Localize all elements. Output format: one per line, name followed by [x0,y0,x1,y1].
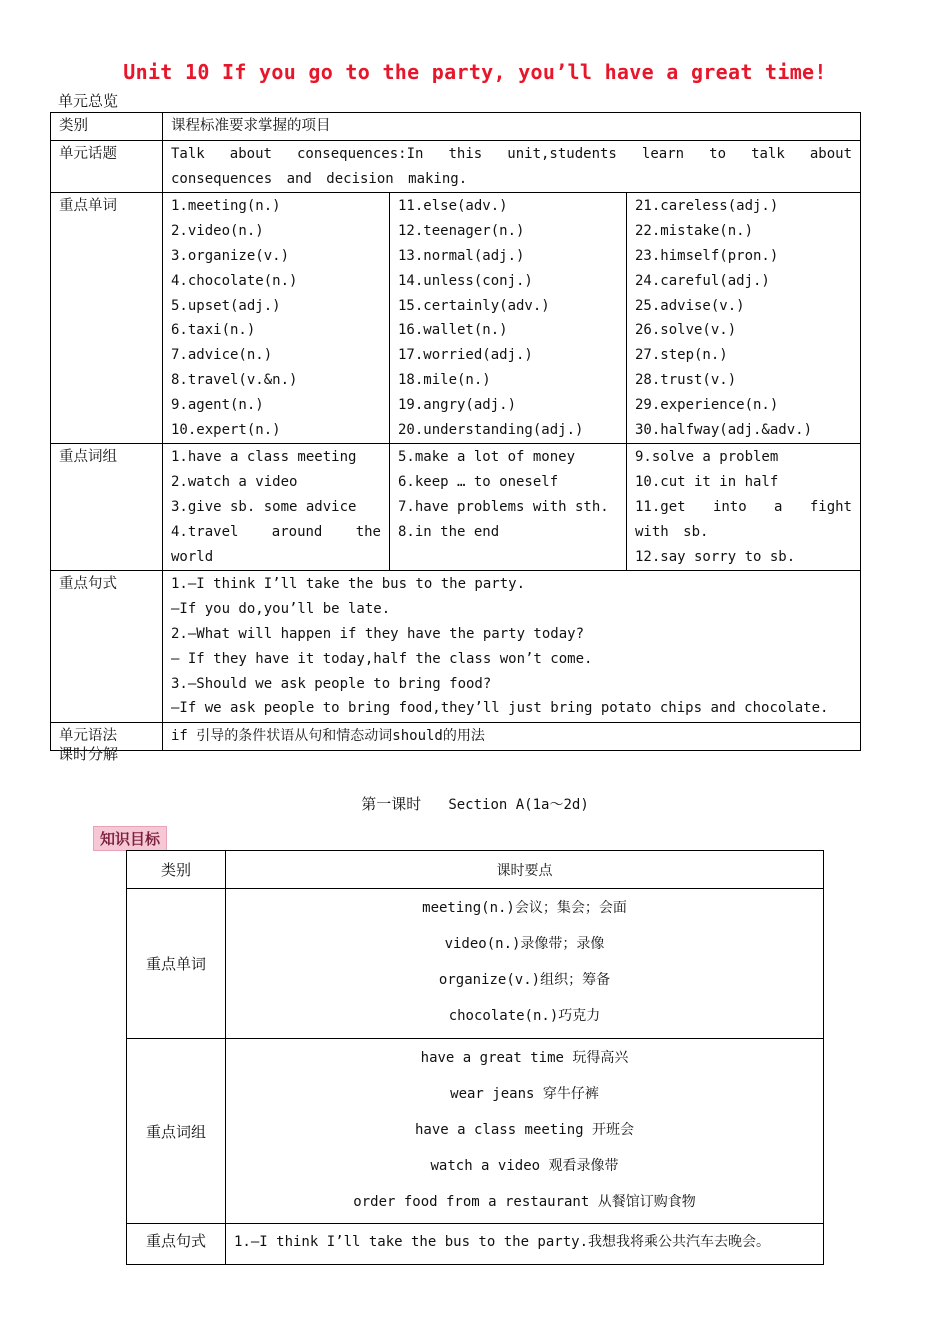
list-item: chocolate(n.)巧克力 [448,1008,601,1024]
list-item: 4.chocolate(n.) [171,272,298,289]
knowledge-goals-table [126,850,824,1265]
topic-text: Talk about consequences:In this unit,students learn to talk about consequences and decision making. [163,140,861,193]
sentences-content [163,571,861,723]
page-title: Unit 10 If you go to the party, you’ll have a great time! [123,60,827,84]
header-points: 课时要点 [226,851,824,889]
list-item: 21.careless(adj.) [635,198,779,215]
sentence-line: 1.—I think I’ll take the bus to the party. [171,576,526,593]
sentences-row [51,571,861,723]
phrases-label: 重点词组 [51,444,163,571]
list-item: wear jeans 穿牛仔裤 [450,1086,599,1102]
list-item: video(n.)录像带；录像 [444,936,605,952]
list-item: 13.normal(adj.) [398,247,525,264]
sentence-line: —If you do,you’ll be late. [171,601,391,618]
list-item: 10.cut it in half [635,474,779,491]
words-col-3 [627,193,861,444]
section-heading [0,793,950,814]
list-item: 17.worried(adj.) [398,347,533,364]
header-category: 类别 [127,851,226,889]
grammar-label: 单元语法 [51,723,163,751]
grammar-text: if 引导的条件状语从句和情态动词should的用法 [163,723,861,751]
list-item: 28.trust(v.) [635,371,737,388]
list-item: 14.unless(conj.) [398,272,533,289]
goal-phrases-row [127,1039,824,1224]
list-item: 1.have a class meeting [171,449,357,466]
goal-sentences-content [226,1224,824,1265]
list-item: 1.meeting(n.) [171,198,281,215]
overview-label: 单元总览 [58,92,119,110]
table-header-row [51,113,861,141]
list-item: 24.careful(adj.) [635,272,770,289]
section-name: Section A(1a～2d) [448,797,589,813]
list-item: 9.agent(n.) [171,396,264,413]
list-item: 27.step(n.) [635,347,728,364]
list-item: 2.video(n.) [171,223,264,240]
list-item: have a great time 玩得高兴 [420,1050,629,1066]
list-item: 18.mile(n.) [398,371,491,388]
goal-words-content [226,889,824,1039]
list-item: 15.certainly(adv.) [398,297,550,314]
topic-label: 单元话题 [51,140,163,193]
list-item: 29.experience(n.) [635,396,779,413]
list-item: 11.else(adv.) [398,198,508,215]
list-item: 20.understanding(adj.) [398,421,584,438]
list-item: 4.travel around the world [171,523,381,565]
list-item: 5.upset(adj.) [171,297,281,314]
knowledge-goals-badge: 知识目标 [93,826,167,851]
topic-row [51,140,861,193]
goal-phrases-label: 重点词组 [127,1039,226,1224]
list-item: organize(v.)组织；筹备 [438,972,611,988]
list-item: meeting(n.)会议；集会；会面 [422,900,627,916]
phrases-col-2 [390,444,627,571]
list-item: 12.say sorry to sb. [635,548,796,565]
list-item: 12.teenager(n.) [398,223,525,240]
list-item: 9.solve a problem [635,449,779,466]
list-item: 26.solve(v.) [635,322,737,339]
list-item: 8.travel(v.&n.) [171,371,298,388]
sentences-label: 重点句式 [51,571,163,723]
header-items: 课程标准要求掌握的项目 [163,113,861,141]
list-item: 8.in the end [398,523,500,540]
list-item: 22.mistake(n.) [635,223,754,240]
words-col-1 [163,193,390,444]
breakdown-label: 课时分解 [58,745,119,763]
list-item: 3.organize(v.) [171,247,290,264]
section-prefix: 第一课时 [361,795,422,813]
phrases-row [51,444,861,571]
list-item: 11.get into a fight with sb. [635,498,852,540]
list-item: 2.watch a video [171,474,298,491]
sentence-line: 3.—Should we ask people to bring food? [171,675,492,692]
phrases-col-3 [627,444,861,571]
list-item: 16.wallet(n.) [398,322,508,339]
list-item: 7.advice(n.) [171,347,273,364]
list-item: 3.give sb. some advice [171,498,357,515]
grammar-row [51,723,861,751]
goal-words-label: 重点单词 [127,889,226,1039]
goal-sentences-label: 重点句式 [127,1224,226,1265]
phrases-col-1 [163,444,390,571]
list-item: 23.himself(pron.) [635,247,779,264]
list-item: 6.taxi(n.) [171,322,256,339]
list-item: 5.make a lot of money [398,449,576,466]
header-category: 类别 [51,113,163,141]
words-col-2 [390,193,627,444]
list-item: watch a video 观看录像带 [430,1158,619,1174]
words-row [51,193,861,444]
goal-words-row [127,889,824,1039]
list-item: order food from a restaurant 从餐馆订购食物 [353,1194,696,1210]
table-header-row [127,851,824,889]
list-item: 25.advise(v.) [635,297,745,314]
goal-sentences-row [127,1224,824,1265]
sentence-line: — If they have it today,half the class won’t come. [171,650,593,667]
list-item: 7.have problems with sth. [398,498,609,515]
sentence-line: 2.—What will happen if they have the party today? [171,625,585,642]
sentence-line: 1.—I think I’ll take the bus to the party.我想我将乘公共汽车去晚会。 [234,1234,771,1250]
unit-overview-table [50,112,861,751]
list-item: 19.angry(adj.) [398,396,517,413]
list-item: 30.halfway(adj.&adv.) [635,421,813,438]
list-item: have a class meeting 开班会 [414,1122,634,1138]
sentence-line: —If we ask people to bring food,they’ll just bring potato chips and chocolate. [171,700,829,717]
goal-phrases-content [226,1039,824,1224]
list-item: 6.keep … to oneself [398,474,559,491]
words-label: 重点单词 [51,193,163,444]
list-item: 10.expert(n.) [171,421,281,438]
